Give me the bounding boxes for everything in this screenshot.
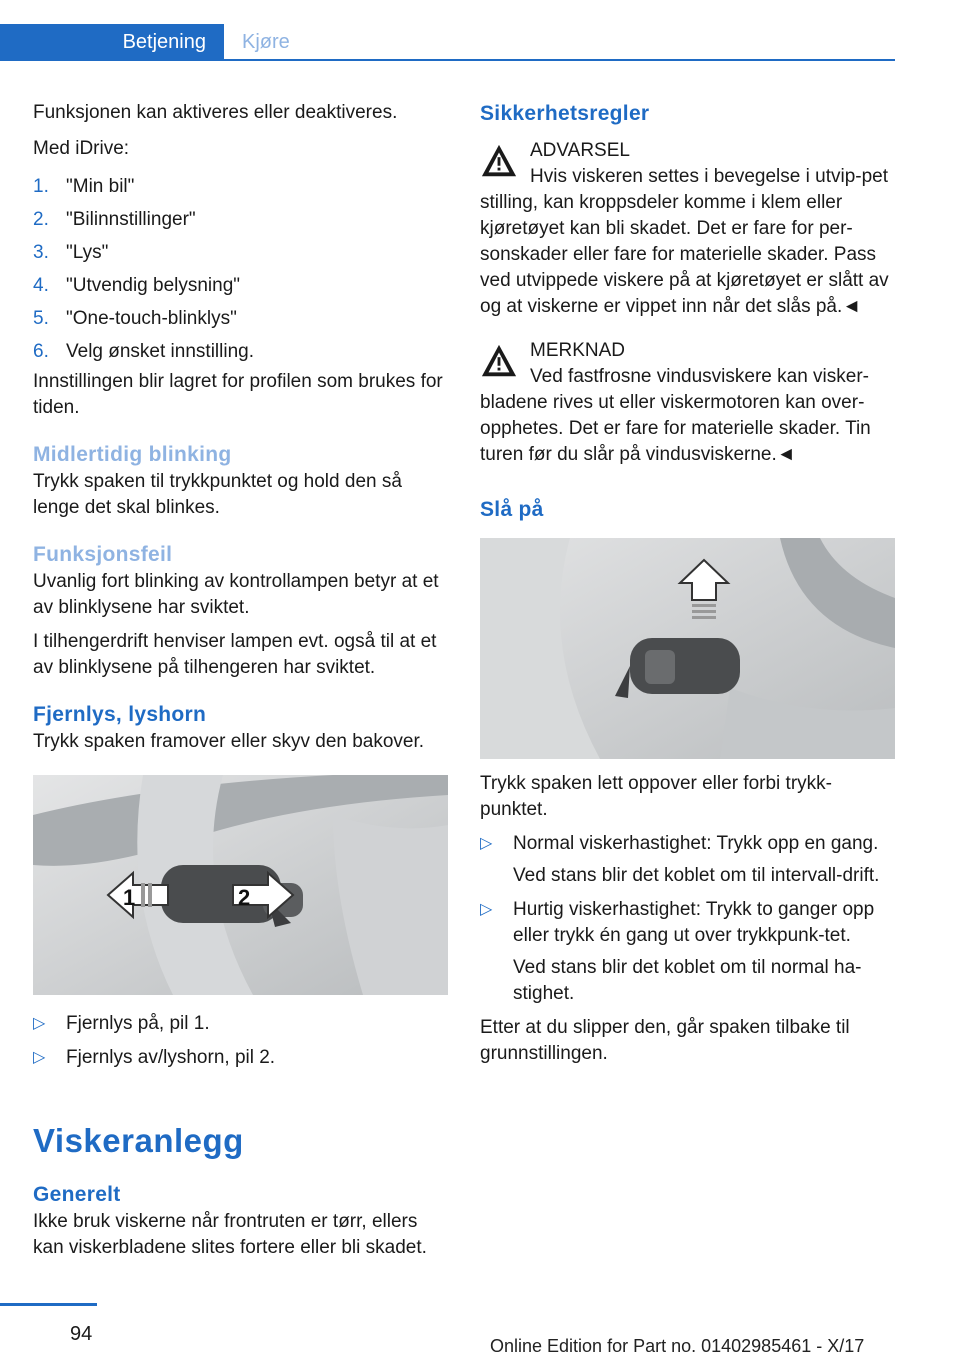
list-item: ▷ Fjernlys av/lyshorn, pil 2. (33, 1045, 448, 1071)
left-column (33, 100, 448, 1271)
warning-block (480, 138, 895, 320)
list-item: 5. "One-touch-blinklys" (33, 308, 237, 329)
general-text: Ikke bruk viskerne når frontruten er tørr, ellers kan viskerbladene slites fortere eller bli skadet. (33, 1211, 427, 1258)
idrive-label: Med iDrive: (33, 138, 130, 159)
warning-text: Hvis viskeren settes i bevegelse i utvip-pet stilling, kan kroppsdeler komme i klem eller kjøretøyet kan bli skadet. Det er fare for per-sonskader eller fare for materielle skader. Pass ved utvippede viskere på at kjøretøyet er slått av og at viskerne er vippet inn når det slås på.◄ (480, 166, 889, 317)
heading-general: Generelt (33, 1183, 121, 1206)
step-list (33, 174, 448, 365)
heading-high-beam: Fjernlys, lyshorn (33, 703, 207, 726)
tab-underline (224, 59, 895, 61)
heading-temp-blinking: Midlertidig blinking (33, 443, 232, 466)
stalk-illustration (33, 775, 448, 995)
wiper-figure (480, 538, 895, 759)
figure-label-2: 2 (238, 885, 251, 910)
header-tabs (0, 24, 895, 61)
tab-betjening[interactable]: Betjening (0, 24, 224, 61)
high-beam-text: Trykk spaken framover eller skyv den bakover. (33, 731, 425, 752)
intro-text: Funksjonen kan aktiveres eller deaktiveres. (33, 102, 398, 123)
heading-safety: Sikkerhetsregler (480, 102, 650, 125)
figure-label-1: 1 (123, 885, 136, 910)
triangle-bullet-icon: ▷ (480, 901, 493, 918)
list-item: 2. "Bilinnstillinger" (33, 209, 196, 230)
list-item: ▷ Fjernlys på, pil 1. (33, 1011, 448, 1037)
turn-on-text: Trykk spaken lett oppover eller forbi trykk-punktet. (480, 773, 832, 820)
notice-triangle-icon (480, 342, 518, 380)
profile-note: Innstillingen blir lagret for profilen som brukes for tiden. (33, 371, 443, 418)
temp-text: Trykk spaken til trykkpunktet og hold den så lenge det skal blinkes. (33, 471, 402, 518)
triangle-bullet-icon: ▷ (33, 1049, 46, 1066)
notice-title: MERKNAD (530, 340, 626, 361)
warning-triangle-icon (480, 142, 518, 180)
closing-text: Etter at du slipper den, går spaken tilbake til grunnstillingen. (480, 1017, 850, 1064)
notice-text: Ved fastfrosne vindusviskere kan visker-bladene rives ut eller viskermotoren kan over-opphetes. Det er fare for materielle skader. Tin turen før du slår på vindusviskerne.◄ (480, 366, 871, 465)
high-beam-figure (33, 775, 448, 995)
wiper-stalk-illustration (480, 538, 895, 759)
edition-note: Online Edition for Part no. 01402985461 - X/17 (490, 1336, 865, 1356)
tab-kjore[interactable]: Kjøre (242, 31, 290, 53)
heading-fault: Funksjonsfeil (33, 543, 173, 566)
fault-text-2: I tilhengerdrift henviser lampen evt. også til at et av blinklysene på tilhengeren har sviktet. (33, 631, 437, 678)
high-beam-list (33, 1011, 448, 1071)
wiper-speed-list (480, 831, 895, 1007)
triangle-bullet-icon: ▷ (33, 1015, 46, 1032)
list-item: ▷ Hurtig viskerhastighet: Trykk to ganger opp eller trykk én gang ut over trykkpunk-tet. Ved stans blir det koblet om til normal ha-stighet. (480, 899, 875, 1004)
heading-turn-on: Slå på (480, 498, 544, 521)
notice-block (480, 338, 895, 468)
heading-wiper: Viskeranlegg (33, 1122, 244, 1159)
list-item: 6. Velg ønsket innstilling. (33, 341, 254, 362)
footer-line (0, 1303, 97, 1306)
warning-title: ADVARSEL (530, 140, 630, 161)
triangle-bullet-icon: ▷ (480, 835, 493, 852)
list-item: 1. "Min bil" (33, 176, 135, 197)
list-item: 4. "Utvendig belysning" (33, 275, 241, 296)
page-number: 94 (70, 1323, 93, 1345)
right-column (480, 100, 895, 1077)
list-item: ▷ Normal viskerhastighet: Trykk opp en gang. Ved stans blir det koblet om til intervall-drift. (480, 833, 880, 886)
list-item: 3. "Lys" (33, 242, 109, 263)
fault-text-1: Uvanlig fort blinking av kontrollampen betyr at et av blinklysene har sviktet. (33, 571, 439, 618)
